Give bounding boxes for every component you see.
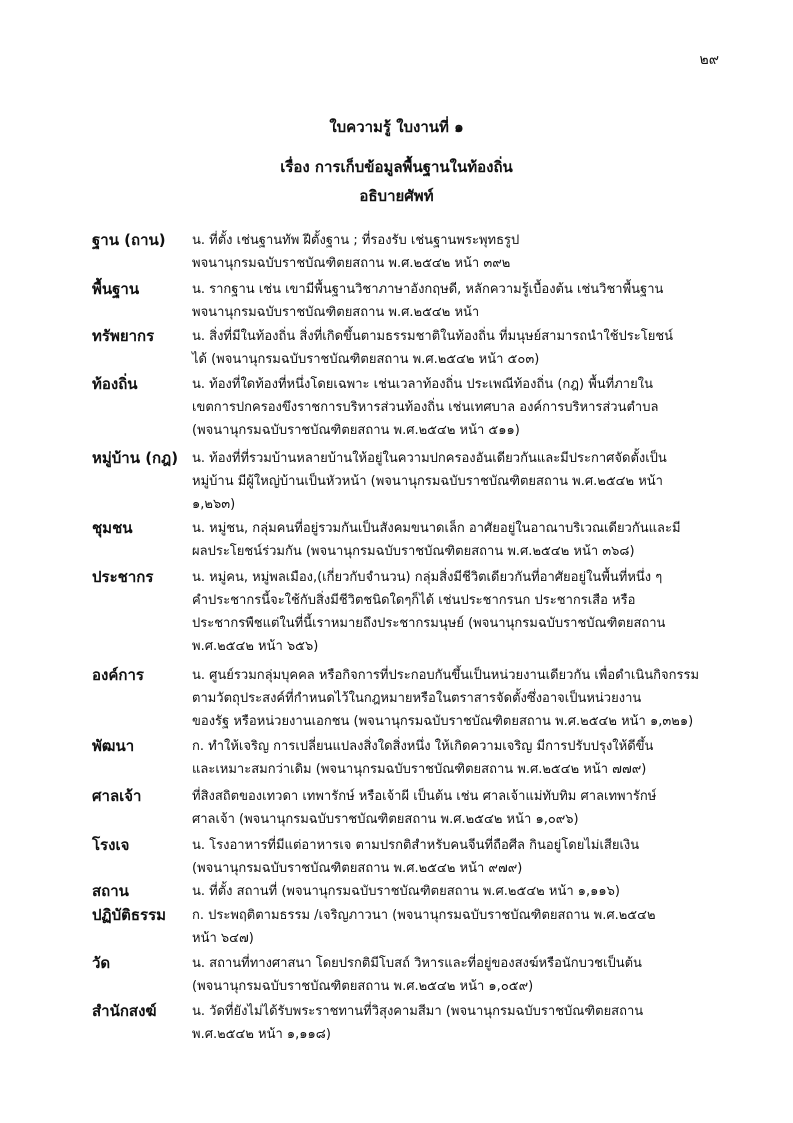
entry-term: ฐาน (ถาน) xyxy=(92,231,166,249)
glossary-entry xyxy=(92,664,732,733)
entry-definition xyxy=(192,1000,732,1046)
definition-line: (พจนานุกรมฉบับราชบัณฑิตยสถาน พ.ศ.๒๕๔๒ หน้า ๕๑๑) xyxy=(192,423,520,438)
section-title: อธิบายศัพท์ xyxy=(359,187,434,205)
entry-term: สถาน xyxy=(92,882,129,900)
glossary-entry xyxy=(92,834,732,880)
glossary-entry xyxy=(92,735,732,781)
definition-line: พจนานุกรมฉบับราชบัณฑิตยสถาน พ.ศ.๒๕๔๒ หน้า xyxy=(192,305,480,320)
glossary-entry xyxy=(92,952,732,998)
entry-definition xyxy=(192,373,732,442)
entry-term: ปฏิบัติธรรม xyxy=(92,906,167,924)
definition-line: น. หมู่ชน, กลุ่มคนที่อยู่รวมกันเป็นสังคมขนาดเล็ก อาศัยอยู่ในอาณาบริเวณเดียวกันและมี xyxy=(192,521,681,536)
definition-line: น. หมู่คน, หมู่พลเมือง,(เกี่ยวกับจำนวน) กลุ่มสิ่งมีชีวิตเดียวกันที่อาศัยอยู่ในพื้นที่หนึ่ง ๆ xyxy=(192,570,663,585)
entry-definition xyxy=(192,664,732,733)
entry-term: โรงเจ xyxy=(92,836,130,854)
definition-line: พจนานุกรมฉบับราชบัณฑิตยสถาน พ.ศ.๒๕๔๒ หน้า ๓๙๒ xyxy=(192,256,511,271)
definition-line: ผลประโยชน์ร่วมกัน (พจนานุกรมฉบับราชบัณฑิตยสถาน พ.ศ.๒๕๔๒ หน้า ๓๖๘) xyxy=(192,544,635,559)
definition-line: ตามวัตถุประสงค์ที่กำหนดไว้ในกฎหมายหรือในตราสารจัดตั้งซึ่งอาจเป็นหน่วยงาน xyxy=(192,691,642,706)
entry-term: องค์การ xyxy=(92,666,144,684)
glossary-entry xyxy=(92,880,732,903)
definition-line: ก. ประพฤติตามธรรม /เจริญภาวนา (พจนานุกรมฉบับราชบัณฑิตยสถาน พ.ศ.๒๕๔๒ xyxy=(192,908,656,923)
definition-line: ประชากรพืชแต่ในที่นี้เราหมายถึงประชากรมนุษย์ (พจนานุกรมฉบับราชบัณฑิตยสถาน xyxy=(192,616,666,631)
entry-definition xyxy=(192,517,732,563)
glossary-entry xyxy=(92,447,732,516)
definition-line: เขตการปกครองขึงราชการบริหารส่วนท้องถิ่น เช่นเทศบาล องค์การบริหารส่วนตำบล xyxy=(192,400,659,415)
definition-line: น. ที่ตั้ง เช่นฐานทัพ ฝีตั้งฐาน ; ที่รองรับ เช่นฐานพระพุทธรูป xyxy=(192,233,520,248)
entry-definition xyxy=(192,735,732,781)
entry-definition xyxy=(192,952,732,998)
entry-term: หมู่บ้าน (กฎ) xyxy=(92,449,179,467)
definition-line: น. ศูนย์รวมกลุ่มบุคคล หรือกิจการที่ประกอบกันขึ้นเป็นหน่วยงานเดียวกัน เพื่อดำเนินกิจกรรม xyxy=(192,668,700,683)
entry-definition xyxy=(192,834,732,880)
glossary-entry xyxy=(92,566,732,658)
definition-line: หน้า ๖๔๗) xyxy=(192,931,254,946)
definition-line: น. ที่ตั้ง สถานที่ (พจนานุกรมฉบับราชบัณฑิตยสถาน พ.ศ.๒๕๔๒ หน้า ๑,๑๑๖) xyxy=(192,884,620,899)
definition-line: พ.ศ.๒๕๔๒ หน้า ๑,๑๑๘) xyxy=(192,1027,331,1042)
definition-line: และเหมาะสมกว่าเดิม (พจนานุกรมฉบับราชบัณฑิตยสถาน พ.ศ.๒๕๔๒ หน้า ๗๗๙) xyxy=(192,762,647,777)
entry-term: ชุมชน xyxy=(92,519,133,537)
definition-line: (พจนานุกรมฉบับราชบัณฑิตยสถาน พ.ศ.๒๕๔๒ หน้า ๙๗๙) xyxy=(192,861,523,876)
page-number: ๒๙ xyxy=(699,52,719,68)
definition-line: น. ท้องที่ใดท้องที่หนึ่งโดยเฉพาะ เช่นเวลาท้องถิ่น ประเพณีท้องถิ่น (กฎ) พื้นที่ภายใน xyxy=(192,377,653,392)
entry-definition xyxy=(192,447,732,516)
entry-term: ทรัพยากร xyxy=(92,327,155,345)
definition-line: น. สถานที่ทางศาสนา โดยปรกติมีโบสถ์ วิหารและที่อยู่ของสงฆ์หรือนักบวชเป็นต้น xyxy=(192,956,642,971)
definition-line: ได้ (พจนานุกรมฉบับราชบัณฑิตยสถาน พ.ศ.๒๕๔๒ หน้า ๕๐๓) xyxy=(192,352,540,367)
entry-term: วัด xyxy=(92,954,111,972)
definition-line: (พจนานุกรมฉบับราชบัณฑิตยสถาน พ.ศ.๒๕๔๒ หน้า ๑,๐๕๙) xyxy=(192,979,534,994)
entry-definition xyxy=(192,325,732,371)
entry-definition xyxy=(192,880,732,903)
glossary-entry xyxy=(92,785,732,831)
definition-line: น. ท้องที่ที่รวมบ้านหลายบ้านให้อยู่ในความปกครองอันเดียวกันและมีประกาศจัดตั้งเป็น xyxy=(192,451,667,466)
entry-definition xyxy=(192,566,732,658)
definition-line: หมู่บ้าน มีผู้ใหญ่บ้านเป็นหัวหน้า (พจนานุกรมฉบับราชบัณฑิตยสถาน พ.ศ.๒๕๔๒ หน้า xyxy=(192,474,663,489)
topic-title: เรื่อง การเก็บข้อมูลพื้นฐานในท้องถิ่น xyxy=(280,158,513,176)
entry-term: พัฒนา xyxy=(92,737,135,755)
definition-line: พ.ศ.๒๕๔๒ หน้า ๖๕๖) xyxy=(192,639,319,654)
entry-definition xyxy=(192,278,732,324)
glossary-entry xyxy=(92,325,732,371)
glossary-entry xyxy=(92,373,732,442)
entry-definition xyxy=(192,904,732,950)
sheet-title: ใบความรู้ ใบงานที่ ๑ xyxy=(329,118,464,136)
definition-line: น. สิ่งที่มีในท้องถิ่น สิ่งที่เกิดขึ้นตามธรรมชาติในท้องถิ่น ที่มนุษย์สามารถนำใช้ประโยชน์ xyxy=(192,329,674,344)
entry-term: ประชากร xyxy=(92,568,154,586)
glossary-entry xyxy=(92,229,732,275)
entry-definition xyxy=(192,785,732,831)
entry-definition xyxy=(192,229,732,275)
glossary-entry xyxy=(92,904,732,950)
glossary-entry xyxy=(92,278,732,324)
glossary-entry xyxy=(92,1000,732,1046)
glossary-entry xyxy=(92,517,732,563)
entry-term: ท้องถิ่น xyxy=(92,375,138,393)
entry-term: พื้นฐาน xyxy=(92,280,140,298)
definition-line: น. โรงอาหารที่มีแต่อาหารเจ ตามปรกติสำหรับคนจีนที่ถือศีล กินอยู่โดยไม่เสียเงิน xyxy=(192,838,640,853)
definition-line: ศาลเจ้า (พจนานุกรมฉบับราชบัณฑิตยสถาน พ.ศ.๒๕๔๒ หน้า ๑,๐๙๖) xyxy=(192,812,579,827)
definition-line: ที่สิงสถิตของเทวดา เทพารักษ์ หรือเจ้าผี เป็นต้น เช่น ศาลเจ้าแม่ทับทิม ศาลเทพารักษ์ xyxy=(192,789,657,804)
entry-term: ศาลเจ้า xyxy=(92,787,142,805)
definition-line: ๑,๒๖๓) xyxy=(192,497,236,512)
definition-line: น. รากฐาน เช่น เขามีพื้นฐานวิชาภาษาอังกฤษดี, หลักความรู้เบื้องต้น เช่นวิชาพื้นฐาน xyxy=(192,282,664,297)
definition-line: ก. ทำให้เจริญ การเปลี่ยนแปลงสิ่งใดสิ่งหนึ่ง ให้เกิดความเจริญ มีการปรับปรุงให้ดีขึ้น xyxy=(192,739,654,754)
definition-line: คำประชากรนี้จะใช้กับสิ่งมีชีวิตชนิดใดๆก็ได้ เช่นประชากรนก ประชากรเสือ หรือ xyxy=(192,593,636,608)
title-block xyxy=(0,117,793,207)
entry-term: สำนักสงฆ์ xyxy=(92,1002,157,1020)
definition-line: น. วัดที่ยังไม่ได้รับพระราชทานที่วิสุงคามสีมา (พจนานุกรมฉบับราชบัณฑิตยสถาน xyxy=(192,1004,644,1019)
definition-line: ของรัฐ หรือหน่วยงานเอกชน (พจนานุกรมฉบับราชบัณฑิตยสถาน พ.ศ.๒๕๔๒ หน้า ๑,๓๒๑) xyxy=(192,714,694,729)
